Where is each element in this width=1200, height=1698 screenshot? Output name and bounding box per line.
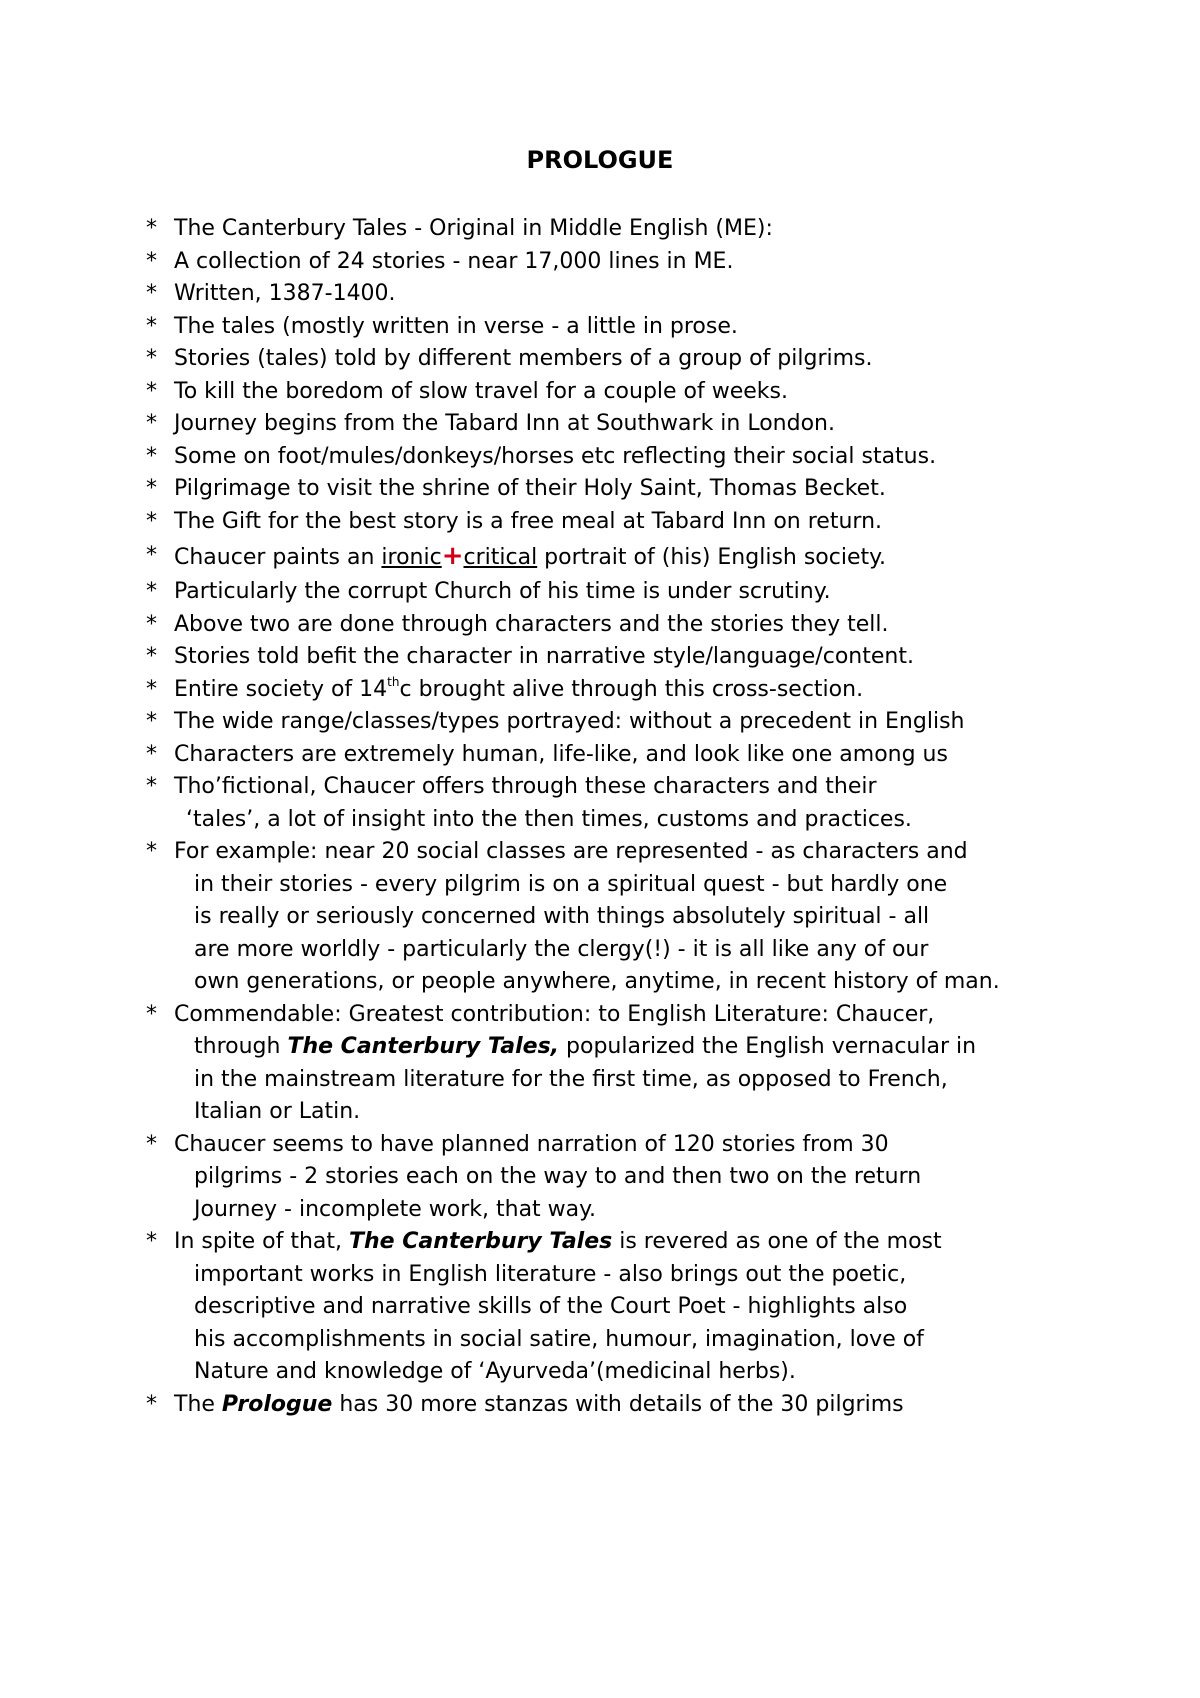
bullet-marker: * — [146, 378, 157, 404]
list-item-line: For example: near 20 social classes are represented - as characters and — [174, 839, 968, 864]
bullet-marker: * — [146, 611, 157, 637]
bullet-marker: * — [146, 741, 157, 767]
bullet-list — [146, 213, 1186, 1421]
list-item — [146, 376, 1186, 409]
list-item-text: Written, 1387-1400. — [174, 281, 396, 306]
list-item — [146, 674, 1186, 707]
text-segment: popularized the English vernacular in — [559, 1034, 977, 1059]
list-item — [146, 1129, 1186, 1227]
list-item-text: The tales (mostly written in verse - a little in prose. — [174, 313, 738, 339]
underlined-word-critical: critical — [463, 545, 538, 570]
list-item — [146, 246, 1186, 279]
list-item-text: The Canterbury Tales - Original in Middle English (ME): — [174, 216, 773, 241]
bullet-marker: * — [146, 1001, 157, 1027]
bullet-marker: * — [146, 346, 157, 371]
list-item — [146, 771, 1186, 836]
list-item-line: Chaucer seems to have planned narration of 120 stories from 30 — [174, 1131, 889, 1157]
text-segment: c brought alive through this cross-section. — [399, 676, 864, 702]
book-title-emphasis: The Canterbury Tales — [348, 1229, 613, 1254]
bullet-marker: * — [146, 508, 157, 534]
list-item-line: descriptive and narrative skills of the Court Poet - highlights also — [194, 1294, 908, 1319]
list-item-line: Tho’fictional, Chaucer offers through these characters and their — [174, 774, 877, 799]
list-item — [146, 999, 1186, 1129]
list-item — [146, 609, 1186, 642]
text-segment: Entire society of 14 — [174, 676, 388, 702]
list-item-line: are more worldly - particularly the clergy(!) - it is all like any of our — [194, 936, 929, 962]
list-item-line: Journey - incomplete work, that way. — [194, 1196, 597, 1222]
list-item-line: Nature and knowledge of ‘Ayurveda’(medicinal herbs). — [194, 1359, 796, 1384]
text-segment: is revered as one of the most — [612, 1229, 942, 1254]
list-item-text: Characters are extremely human, life-like, and look like one among us — [174, 741, 948, 767]
page-title: PROLOGUE — [526, 146, 674, 174]
list-item — [146, 836, 1186, 999]
list-item-text: Pilgrimage to visit the shrine of their Holy Saint, Thomas Becket. — [174, 476, 886, 501]
list-item — [146, 576, 1186, 609]
list-item — [146, 506, 1186, 539]
list-item — [146, 739, 1186, 772]
list-item-text: The wide range/classes/types portrayed: without a precedent in English — [174, 709, 965, 734]
prologue-emphasis: Prologue — [221, 1391, 333, 1417]
bullet-marker: * — [146, 676, 157, 702]
bullet-marker: * — [146, 644, 157, 669]
list-item — [146, 706, 1186, 739]
list-item-line: own generations, or people anywhere, anytime, in recent history of man. — [194, 969, 1000, 994]
list-item-text — [174, 1389, 1186, 1422]
bullet-marker: * — [146, 1131, 157, 1157]
list-item-text — [174, 538, 1186, 576]
bullet-marker: * — [146, 1391, 157, 1417]
book-title-emphasis: The Canterbury Tales, — [287, 1034, 560, 1059]
list-item-line: his accomplishments in social satire, humour, imagination, love of — [194, 1326, 924, 1352]
list-item-text: Above two are done through characters and the stories they tell. — [174, 611, 889, 637]
bullet-marker: * — [146, 579, 157, 604]
underlined-word-ironic: ironic — [381, 545, 442, 570]
bullet-marker: * — [146, 774, 157, 799]
list-item — [146, 641, 1186, 674]
list-item-line: Commendable: Greatest contribution: to English Literature: Chaucer, — [174, 1001, 935, 1027]
list-item — [146, 278, 1186, 311]
bullet-marker: * — [146, 543, 157, 568]
list-item-text — [174, 674, 1186, 707]
list-item-text: Some on foot/mules/donkeys/horses etc reflecting their social status. — [174, 443, 937, 469]
bullet-marker: * — [146, 476, 157, 501]
bullet-marker: * — [146, 411, 157, 436]
bullet-marker: * — [146, 248, 157, 274]
list-item-line — [174, 1226, 1186, 1259]
list-item-text: Particularly the corrupt Church of his time is under scrutiny. — [174, 579, 831, 604]
bullet-marker: * — [146, 443, 157, 469]
list-item-line: is really or seriously concerned with things absolutely spiritual - all — [194, 904, 930, 929]
text-segment: has 30 more stanzas with details of the 30 pilgrims — [332, 1391, 904, 1417]
bullet-marker: * — [146, 839, 157, 864]
list-item-text: A collection of 24 stories - near 17,000 lines in ME. — [174, 248, 734, 274]
list-item-text: Journey begins from the Tabard Inn at Southwark in London. — [174, 411, 835, 436]
bullet-marker: * — [146, 709, 157, 734]
text-segment: In spite of that, — [174, 1229, 349, 1254]
list-item — [146, 1226, 1186, 1389]
list-item-text: Stories told befit the character in narrative style/language/content. — [174, 644, 914, 669]
list-item-line: ‘tales’, a lot of insight into the then times, customs and practices. — [186, 806, 912, 832]
bullet-marker: * — [146, 313, 157, 339]
list-item-text: Stories (tales) told by different members of a group of pilgrims. — [174, 346, 873, 371]
list-item-text: To kill the boredom of slow travel for a couple of weeks. — [174, 378, 789, 404]
bullet-marker: * — [146, 216, 157, 241]
list-item — [146, 213, 1186, 246]
list-item-line: pilgrims - 2 stories each on the way to and then two on the return — [194, 1164, 922, 1189]
list-item — [146, 1389, 1186, 1422]
list-item-line: in their stories - every pilgrim is on a spiritual quest - but hardly one — [194, 871, 948, 897]
bullet-marker: * — [146, 281, 157, 306]
plus-sign: + — [441, 541, 464, 571]
list-item-line: in the mainstream literature for the first time, as opposed to French, — [194, 1066, 948, 1092]
text-segment: The — [174, 1391, 222, 1417]
list-item-line: important works in English literature - also brings out the poetic, — [194, 1261, 907, 1287]
text-segment: through — [194, 1034, 288, 1059]
bullet-marker: * — [146, 1229, 157, 1254]
list-item — [146, 441, 1186, 474]
list-item — [146, 538, 1186, 576]
list-item — [146, 408, 1186, 441]
list-item-line — [174, 1031, 1186, 1064]
list-item-text: The Gift for the best story is a free meal at Tabard Inn on return. — [174, 508, 883, 534]
text-segment: Chaucer paints an — [174, 545, 382, 570]
superscript: th — [387, 674, 400, 689]
text-segment: portrait of (his) English society. — [537, 545, 887, 570]
list-item — [146, 311, 1186, 344]
list-item — [146, 343, 1186, 376]
list-item — [146, 473, 1186, 506]
list-item-line: Italian or Latin. — [194, 1099, 361, 1124]
